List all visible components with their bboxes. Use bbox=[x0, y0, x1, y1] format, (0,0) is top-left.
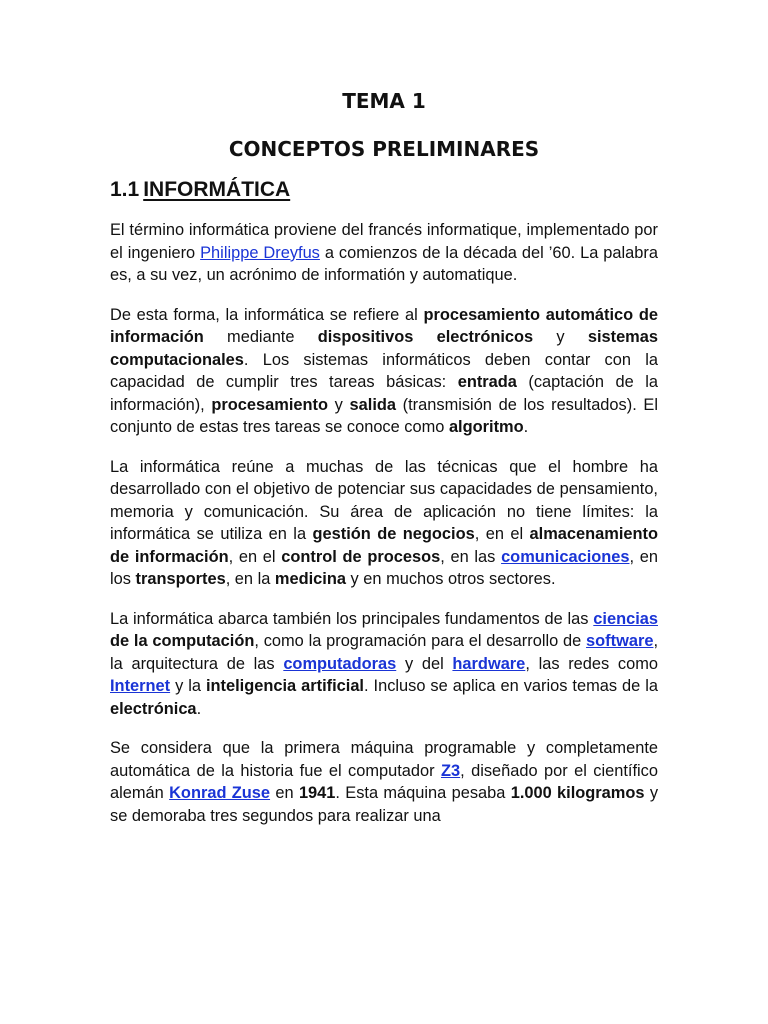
bold-term: entrada bbox=[457, 373, 517, 391]
text-run: mediante bbox=[203, 328, 318, 346]
bold-term: 1.000 kilogramos bbox=[510, 784, 645, 802]
text-run: y se demoraba tres segundos para realizar una bbox=[110, 784, 659, 825]
text-run: , la arquitectura de las bbox=[110, 632, 658, 673]
text-run: . bbox=[523, 418, 529, 436]
link-z3[interactable]: Z3 bbox=[440, 761, 461, 780]
paragraph-5 bbox=[110, 737, 658, 827]
text-run: y en muchos otros sectores. bbox=[345, 570, 556, 588]
text-run: y bbox=[533, 328, 588, 346]
text-run: Se considera que la primera máquina programable y completamente automática de la historia fue el computador bbox=[110, 739, 658, 780]
bold-term: almacenamiento de información bbox=[110, 525, 658, 566]
text-run: y la bbox=[170, 677, 206, 695]
link-ciencias[interactable]: ciencias bbox=[593, 609, 658, 628]
document-body bbox=[110, 219, 658, 844]
link-computadoras[interactable]: computadoras bbox=[283, 654, 397, 673]
link-comunicaciones[interactable]: comunicaciones bbox=[501, 547, 630, 566]
text-run: . Esta máquina pesaba bbox=[335, 784, 511, 802]
text-run: , como la programación para el desarrollo de bbox=[254, 632, 587, 650]
bold-term: control de procesos bbox=[281, 547, 441, 566]
text-run: , en los bbox=[110, 547, 658, 588]
link-software[interactable]: software bbox=[586, 632, 654, 650]
text-run: , en el bbox=[228, 547, 282, 566]
text-run: en bbox=[270, 784, 299, 802]
bold-term: algoritmo bbox=[448, 418, 524, 436]
paragraph-3 bbox=[110, 456, 658, 591]
link-philippe-dreyfus[interactable]: Philippe Dreyfus bbox=[200, 243, 320, 262]
text-run: , en las bbox=[440, 547, 502, 566]
text-run: La informática abarca también los principales fundamentos de las bbox=[110, 609, 594, 628]
text-run: (captación de la información), bbox=[110, 373, 658, 414]
text-run: . Los sistemas informáticos deben contar con la capacidad de cumplir tres tareas básicas: bbox=[110, 350, 658, 391]
section-heading bbox=[110, 178, 290, 202]
bold-term: transportes bbox=[135, 570, 226, 588]
chapter-title: CONCEPTOS PRELIMINARES bbox=[228, 137, 540, 161]
bold-term: electrónica bbox=[110, 699, 197, 718]
text-run: y del bbox=[396, 654, 453, 673]
text-run: . Incluso se aplica en varios temas de la bbox=[364, 677, 658, 695]
text-run: (transmisión de los resultados). El conjunto de estas tres tareas se conoce como bbox=[110, 395, 658, 436]
text-run: . bbox=[196, 699, 202, 718]
bold-term: gestión de negocios bbox=[312, 525, 475, 543]
text-run: La informática reúne a muchas de las técnicas que el hombre ha desarrollado con el objetivo de potenciar sus capacidades de pensamiento, memoria y comunicación. Su área de aplicación no tiene límites: la informática se utiliza en la bbox=[110, 457, 658, 543]
tema-heading: TEMA 1 bbox=[342, 89, 426, 113]
text-run: y bbox=[328, 395, 350, 414]
link-konrad-zuse[interactable]: Konrad Zuse bbox=[169, 784, 271, 802]
text-run: , en el bbox=[474, 525, 530, 543]
link-internet[interactable]: Internet bbox=[110, 677, 171, 695]
paragraph-4 bbox=[110, 608, 658, 721]
text-run: , diseñado por el científico alemán bbox=[110, 761, 658, 802]
bold-term: de la computación bbox=[110, 632, 255, 650]
section-number: 1.1 bbox=[110, 178, 140, 201]
text-run: a comienzos de la década del ’60. La palabra es, a su vez, un acrónimo de informatión y automatique. bbox=[110, 243, 658, 284]
link-hardware[interactable]: hardware bbox=[452, 654, 526, 673]
text-run: , las redes como bbox=[525, 654, 659, 673]
bold-term: procesamiento bbox=[211, 395, 328, 414]
bold-term: salida bbox=[349, 395, 396, 414]
text-run: De esta forma, la informática se refiere al bbox=[110, 305, 424, 324]
paragraph-2 bbox=[110, 304, 658, 439]
bold-term: 1941 bbox=[298, 784, 336, 802]
bold-term: procesamiento automático de información bbox=[110, 305, 658, 346]
section-title: INFORMÁTICA bbox=[143, 178, 291, 201]
bold-term: inteligencia artificial bbox=[205, 677, 364, 695]
bold-term: medicina bbox=[274, 570, 346, 588]
text-run: , en la bbox=[225, 570, 275, 588]
paragraph-1 bbox=[110, 219, 658, 287]
bold-term: sistemas computacionales bbox=[110, 328, 658, 369]
bold-term: dispositivos electrónicos bbox=[317, 328, 534, 346]
text-run: El término informática proviene del francés informatique, implementado por el ingeniero bbox=[110, 221, 658, 262]
